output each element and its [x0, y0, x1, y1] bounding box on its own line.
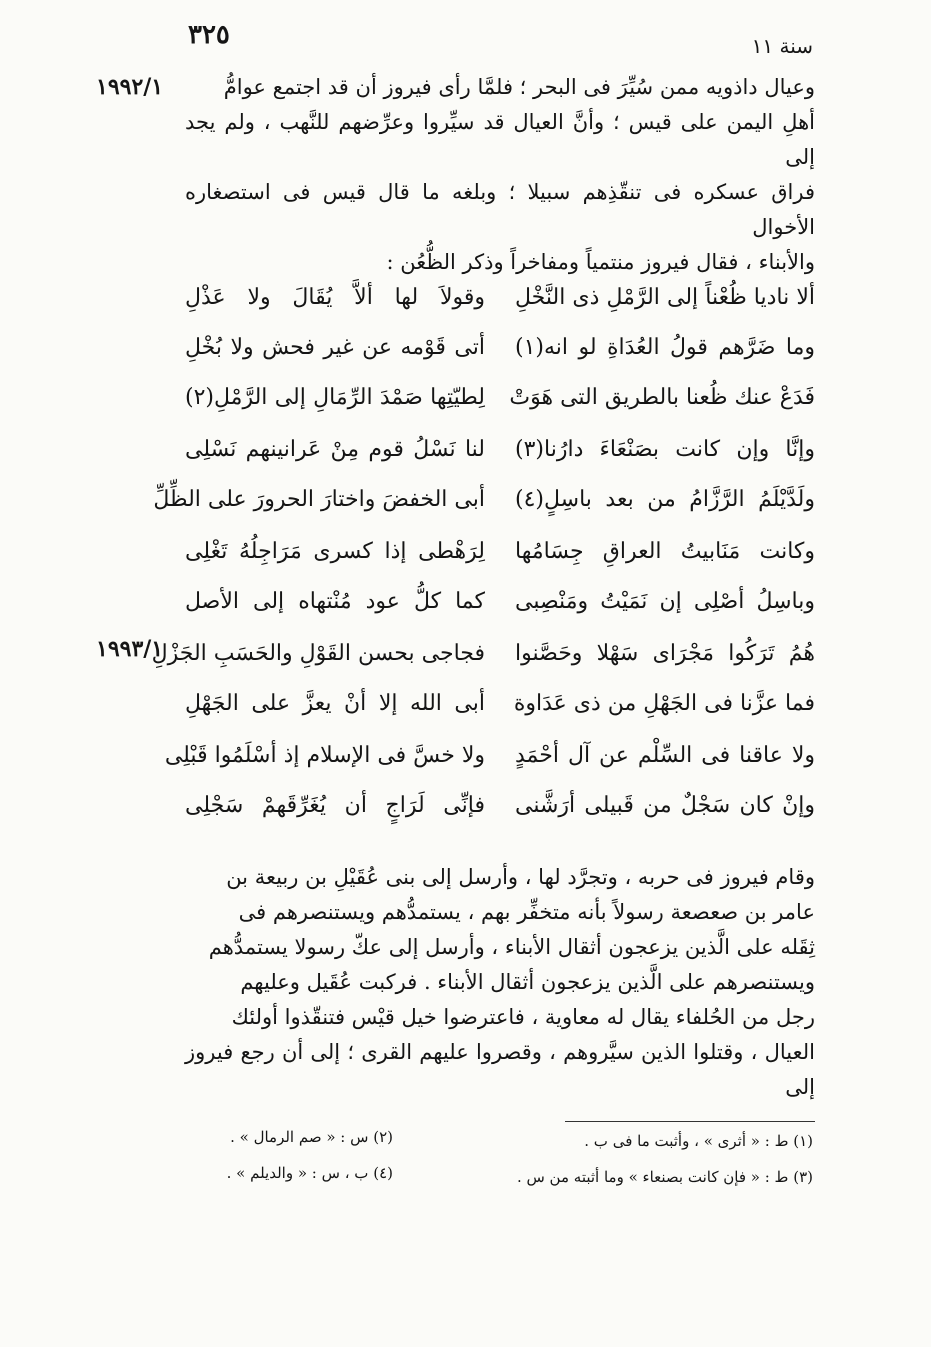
year-header: سنة ١١: [751, 34, 813, 58]
verse-line: [185, 685, 815, 735]
verse-second-hemistich: فإنِّى لَرَاجٍ أن يُغَرِّقَهمْ سَجْلِى: [185, 793, 485, 818]
verse-first-hemistich: وما ضَرَّهم قولُ العُدَاةِ لو انه(١): [515, 335, 815, 360]
verse-second-hemistich: أبى الخفضَ واختارَ الحرورَ على الظِّلِّ: [153, 487, 485, 512]
page-number: ٣٢٥: [188, 20, 230, 50]
footnote: [517, 1168, 813, 1186]
footnote-text: ب ، س : « والديلم » .: [226, 1164, 369, 1182]
verse-second-hemistich: كما كلُّ عود مُنْتهاه إلى الأصل: [185, 589, 485, 614]
footnote-number: (٣): [793, 1168, 813, 1186]
verse-second-hemistich: لِطيّتِها صَمْدَ الرِّمَالِ إلى الرَّمْلِ(٢): [185, 385, 485, 410]
verse-first-hemistich: وإنَّا وإن كانت بصَنْعَاءَ دارُنا(٣): [515, 437, 815, 462]
margin-note: ١٩٩٣/١: [96, 636, 164, 662]
prose-line: والأبناء ، فقال فيروز منتمياً ومفاخراً وذكر الظُّعُن :: [386, 250, 815, 274]
verse-first-hemistich: وكانت مَنَابيتُ العراقِ جِسَامُها: [515, 539, 815, 564]
verse-line: [185, 787, 815, 837]
footnote-number: (٤): [373, 1164, 393, 1182]
margin-note: ١٩٩٢/١: [96, 74, 164, 100]
verse-line: [185, 329, 815, 379]
verse-line: [185, 431, 815, 481]
prose-line: العيال ، وقتلوا الذين سيَّروهم ، وقصروا عليهم القرى ؛ إلى أن رجع فيروز إلى: [185, 1040, 815, 1099]
verse-line: [151, 635, 815, 685]
verse-first-hemistich: ألا ناديا ظُعْناً إلى الرَّمْلِ ذى النَّخْلِ: [515, 285, 815, 310]
verse-second-hemistich: لِرَهْطى إذا كسرى مَرَاجِلُهُ تَغْلِى: [185, 539, 485, 564]
prose-line: أهلِ اليمن على قيس ؛ وأنَّ العيال قد سيِّروا وعرِّضهم للنَّهب ، ولم يجد إلى: [185, 110, 815, 169]
verse-line: [185, 533, 815, 583]
verse-line: [153, 481, 815, 531]
prose-line: وقام فيروز فى حربه ، وتجرَّد لها ، وأرسل إلى بنى عُقَيْلِ بن ربيعة بن: [226, 865, 815, 889]
prose-line: فراق عسكره فى تنقّذِهم سبيلا ؛ وبلغه ما قال قيس فى استصغاره الأخوال: [185, 180, 815, 239]
footnote-divider: [565, 1121, 815, 1122]
footnote-text: س : « صم الرمال » .: [230, 1128, 369, 1146]
opening-paragraph: [185, 70, 815, 280]
verse-line: [185, 279, 815, 329]
verse-first-hemistich: هُمُ تَرَكُوا مَجْرَاى سَهْلا وحَصَّنوا: [515, 641, 815, 666]
prose-line: وعيال داذويه ممن سُيِّرَ فى البحر ؛ فلمَّا رأى فيروز أن قد اجتمع عوامُّ: [223, 75, 815, 99]
footnote-text: ط : « أثرى » ، وأثبت ما فى ب .: [584, 1132, 789, 1150]
footnote-number: (٢): [373, 1128, 393, 1146]
verse-first-hemistich: فما عزَّنا فى الجَهْلِ من ذى عَدَاوة: [513, 691, 815, 716]
verse-second-hemistich: وقولاَ لها ألاَّ يُقَالَ ولا عَذْلِ: [185, 285, 485, 310]
footnote-number: (١): [793, 1132, 813, 1150]
verse-second-hemistich: أبى الله إلا أنْ يعزَّ على الجَهْلِ: [185, 691, 485, 716]
verse-second-hemistich: ولا خسَّ فى الإسلام إذ أسْلَمُوا قَبْلِى: [164, 743, 485, 768]
footnote-text: ط : « فإن كانت بصنعاء » وما أثبته من س .: [516, 1168, 789, 1186]
prose-line: ويستنصرهم على الَّذين يزعجون أثقال الأبناء . فركبت عُقَيل وعليهم: [240, 970, 815, 994]
verse-line: [164, 737, 815, 787]
verse-first-hemistich: وإنْ كان سَجْلٌ من قَبيلى أرَشَّنى: [515, 793, 815, 818]
prose-line: عامر بن صعصعة رسولاً بأنه متخفِّر بهم ، يستمدُّهم ويستنصرهم فى: [238, 900, 815, 924]
footnote: [230, 1128, 393, 1146]
verse-first-hemistich: فَدَعْ عنك ظُعنا بالطريق التى هَوَتْ: [509, 385, 815, 410]
verse-second-hemistich: فجاجى بحسن القَوْلِ والحَسَبِ الجَزْلِ: [151, 641, 485, 666]
prose-line: رجل من الحُلفاء يقال له معاوية ، فاعترضوا خيل قيْس فتنقّذوا أولئك: [231, 1005, 815, 1029]
verse-line: [185, 583, 815, 633]
verse-second-hemistich: لنا نَسْلُ قوم مِنْ عَرانينهم نَسْلِى: [185, 437, 485, 462]
footnote: [227, 1164, 393, 1182]
verse-second-hemistich: أتى قَوْمه عن غير فحش ولا بُخْلِ: [185, 335, 485, 360]
verse-first-hemistich: وباسِلُ أصْلِى إن نَمَيْتُ ومَنْصِبى: [515, 589, 815, 614]
prose-line: ثِقَله على الَّذين يزعجون أثقال الأبناء ، وأرسل إلى عكّ رسولا يستمدُّهم: [208, 935, 815, 959]
footnote: [584, 1132, 813, 1150]
verse-line: [185, 379, 815, 429]
verse-first-hemistich: ولَدَّيْلَمُ الرَّزَّامُ من بعد باسِلٍ(٤): [515, 487, 815, 512]
closing-paragraph: [185, 860, 815, 1105]
verse-first-hemistich: ولا عاقنا فى السِّلْم عن آل أحْمَدٍ: [515, 743, 815, 768]
